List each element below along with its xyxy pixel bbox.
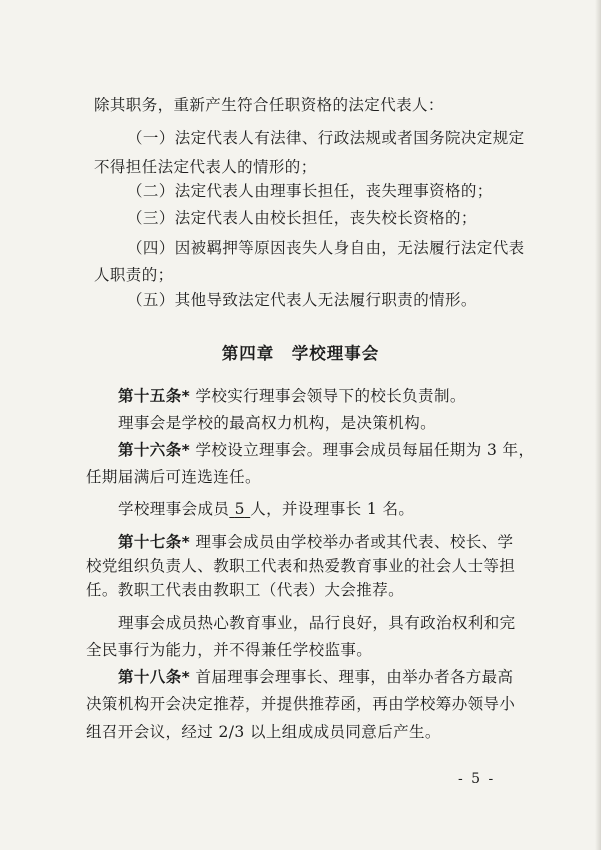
article-18-text: 首届理事会理事长、理事，由举办者各方最高 [195, 668, 514, 686]
text-line-2: （一）法定代表人有法律、行政法规或者国务院决定规定 [127, 129, 525, 147]
council-size-prefix: 学校理事会成员 [118, 500, 230, 518]
article-15-text: 学校实行理事会领导下的校长负责制。 [195, 387, 466, 405]
page-edge-shadow [595, 0, 601, 850]
council-size-count: 5 [234, 500, 245, 518]
article-17-paragraph-2-continuation: 全民事行为能力，并不得兼任学校监事。 [86, 641, 373, 659]
chapter-heading: 第四章 学校理事会 [221, 344, 380, 363]
article-15 [118, 386, 466, 406]
article-18-label: 第十八条* [118, 668, 191, 686]
article-18-continuation-1: 决策机构开会决定推荐，并提供推荐函，再由学校筹办领导小 [86, 695, 516, 713]
text-line-5: （三）法定代表人由校长担任，丧失校长资格的； [127, 209, 477, 227]
article-16-text: 学校设立理事会。理事会成员每届任期为 3 年， [195, 441, 535, 459]
article-18 [118, 667, 513, 687]
article-17-continuation-1: 校党组织负责人、教职工代表和热爱教育事业的社会人士等担 [86, 557, 516, 575]
article-17 [118, 532, 513, 552]
article-15-label: 第十五条* [118, 387, 191, 405]
text-line-8: （五）其他导致法定代表人无法履行职责的情形。 [127, 291, 477, 309]
article-16 [118, 440, 534, 460]
article-16-label: 第十六条* [118, 441, 191, 459]
page-number: - 5 - [458, 771, 496, 787]
article-18-continuation-2: 组召开会议，经过 2/3 以上组成成员同意后产生。 [86, 723, 441, 741]
article-15-paragraph-2: 理事会是学校的最高权力机构，是决策机构。 [118, 414, 437, 432]
text-line-4: （二）法定代表人由理事长担任，丧失理事资格的； [127, 182, 493, 200]
text-line-7: 人职责的； [94, 266, 174, 284]
article-17-paragraph-2: 理事会成员热心教育事业，品行良好，具有政治权利和完 [118, 614, 516, 632]
council-size-suffix: 人，并设理事长 1 名。 [250, 500, 415, 518]
article-17-label: 第十七条* [118, 533, 191, 551]
article-16-continuation: 任期届满后可连选连任。 [86, 468, 261, 486]
text-line-1: 除其职务，重新产生符合任职资格的法定代表人： [94, 96, 444, 114]
article-16-paragraph-2 [118, 499, 414, 519]
article-17-text: 理事会成员由学校举办者或其代表、校长、学 [195, 533, 514, 551]
text-line-3: 不得担任法定代表人的情形的； [94, 158, 317, 176]
text-line-6: （四）因被羁押等原因丧失人身自由，无法履行法定代表 [127, 239, 525, 257]
article-17-continuation-2: 任。教职工代表由教职工（代表）大会推荐。 [86, 581, 405, 599]
